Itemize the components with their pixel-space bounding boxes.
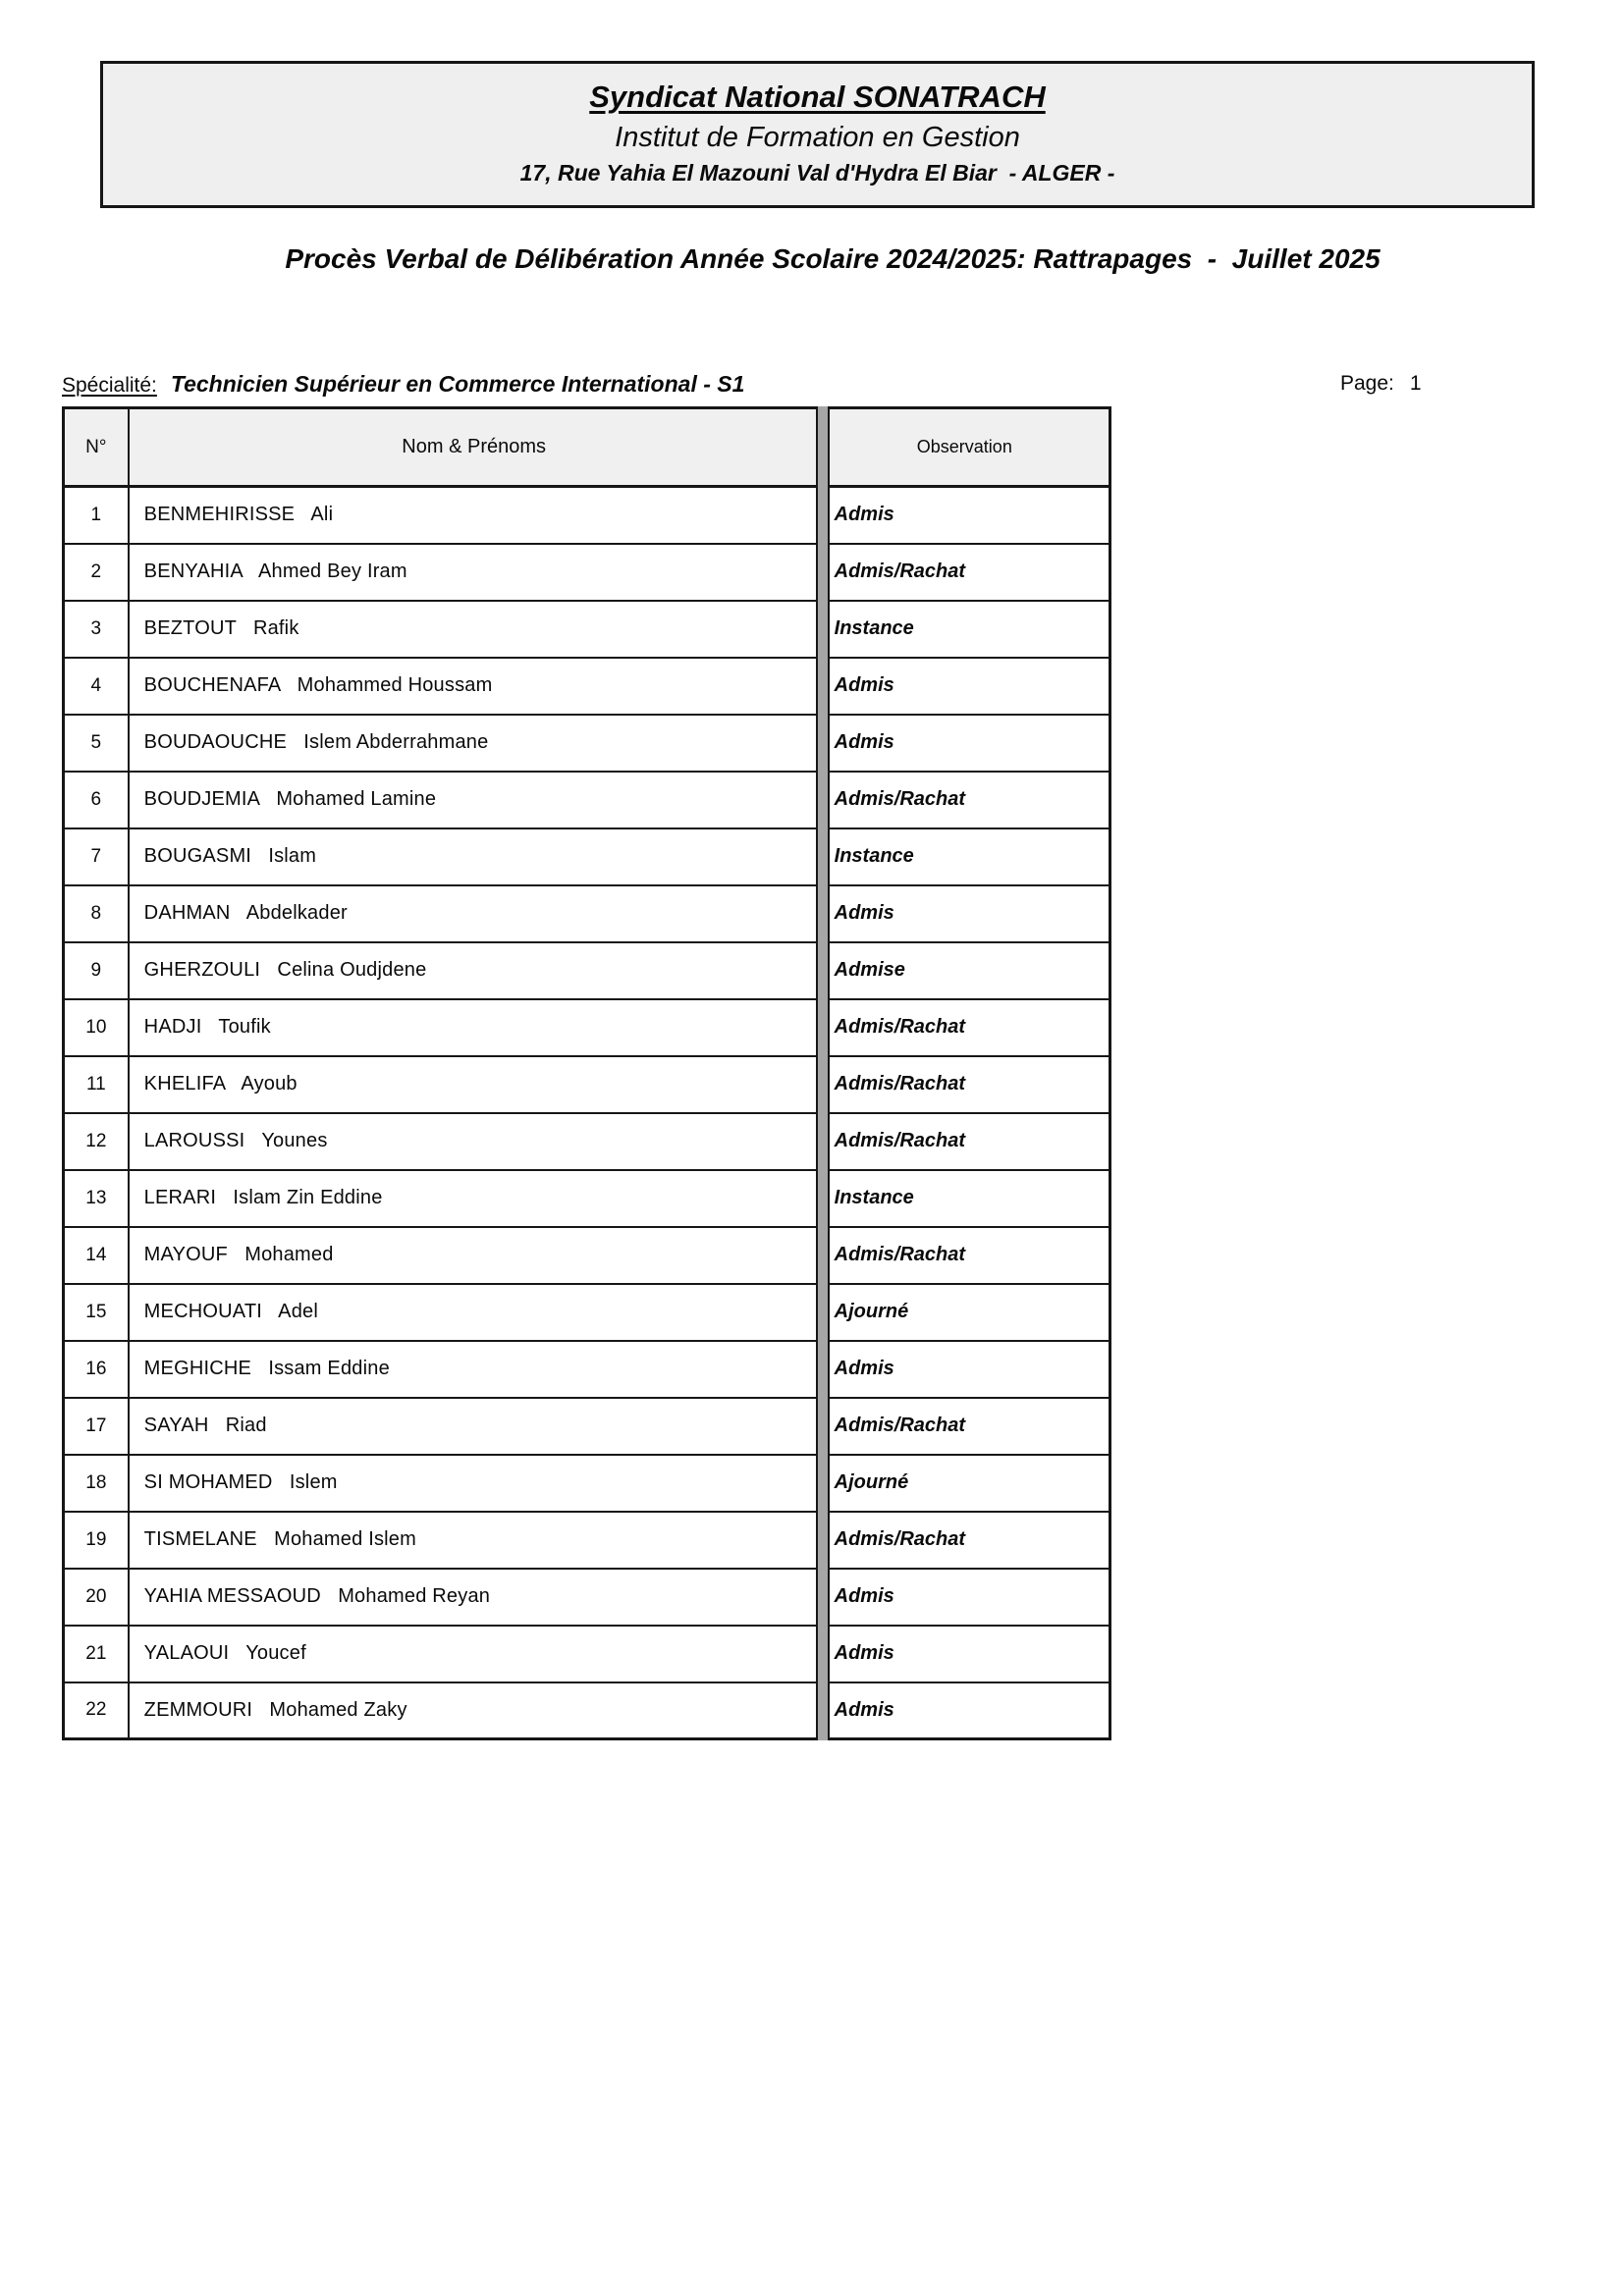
table-row — [64, 885, 1110, 942]
header-name: Nom & Prénoms — [129, 408, 820, 487]
observation-value: Admis/Rachat — [820, 772, 1110, 828]
table-row — [64, 1056, 1110, 1113]
student-name: LERARI Islam Zin Eddine — [129, 1170, 820, 1227]
observation-value: Admis/Rachat — [820, 1512, 1110, 1569]
observation-value: Admis — [820, 1682, 1110, 1739]
row-number: 13 — [64, 1170, 129, 1227]
row-number: 17 — [64, 1398, 129, 1455]
row-number: 22 — [64, 1682, 129, 1739]
org-name: Syndicat National SONATRACH — [589, 80, 1046, 114]
row-number: 21 — [64, 1626, 129, 1682]
observation-value: Admis — [820, 1569, 1110, 1626]
student-name: GHERZOULI Celina Oudjdene — [129, 942, 820, 999]
page-indicator — [1340, 372, 1422, 396]
observation-value: Ajourné — [820, 1284, 1110, 1341]
document-title: Procès Verbal de Délibération Année Scolaire 2024/2025: Rattrapages - Juillet 2025 — [285, 243, 1380, 274]
observation-value: Admise — [820, 942, 1110, 999]
table-row — [64, 1341, 1110, 1398]
student-name: ZEMMOURI Mohamed Zaky — [129, 1682, 820, 1739]
observation-value: Instance — [820, 1170, 1110, 1227]
student-name: SI MOHAMED Islem — [129, 1455, 820, 1512]
observation-value: Instance — [820, 601, 1110, 658]
row-number: 1 — [64, 487, 129, 544]
observation-value: Admis/Rachat — [820, 999, 1110, 1056]
student-name: BOUDJEMIA Mohamed Lamine — [129, 772, 820, 828]
row-number: 20 — [64, 1569, 129, 1626]
table-row — [64, 828, 1110, 885]
speciality-row — [62, 371, 1603, 400]
student-name: MEGHICHE Issam Eddine — [129, 1341, 820, 1398]
row-number: 15 — [64, 1284, 129, 1341]
student-name: DAHMAN Abdelkader — [129, 885, 820, 942]
observation-value: Admis/Rachat — [820, 544, 1110, 601]
row-number: 10 — [64, 999, 129, 1056]
row-number: 14 — [64, 1227, 129, 1284]
row-number: 4 — [64, 658, 129, 715]
observation-value: Admis — [820, 715, 1110, 772]
speciality-label: Spécialité: — [62, 374, 157, 397]
student-name: LAROUSSI Younes — [129, 1113, 820, 1170]
row-number: 12 — [64, 1113, 129, 1170]
table-body — [64, 487, 1110, 1739]
observation-value: Admis — [820, 1341, 1110, 1398]
table-head — [64, 408, 1110, 487]
student-name: BOUCHENAFA Mohammed Houssam — [129, 658, 820, 715]
student-name: BOUDAOUCHE Islem Abderrahmane — [129, 715, 820, 772]
table-row — [64, 999, 1110, 1056]
student-name: BENYAHIA Ahmed Bey Iram — [129, 544, 820, 601]
student-name: HADJI Toufik — [129, 999, 820, 1056]
results-table-wrap — [62, 406, 1111, 1740]
student-name: MAYOUF Mohamed — [129, 1227, 820, 1284]
observation-value: Admis — [820, 487, 1110, 544]
student-name: YALAOUI Youcef — [129, 1626, 820, 1682]
row-number: 11 — [64, 1056, 129, 1113]
table-header-row — [64, 408, 1110, 487]
table-row — [64, 715, 1110, 772]
table-row — [64, 1626, 1110, 1682]
table-row — [64, 772, 1110, 828]
page-label: Page: — [1340, 372, 1394, 395]
speciality-value: Technicien Supérieur en Commerce International - S1 — [170, 371, 745, 397]
table-row — [64, 1113, 1110, 1170]
student-name: BENMEHIRISSE Ali — [129, 487, 820, 544]
observation-value: Admis — [820, 658, 1110, 715]
row-number: 3 — [64, 601, 129, 658]
student-name: BEZTOUT Rafik — [129, 601, 820, 658]
student-name: BOUGASMI Islam — [129, 828, 820, 885]
header-num: N° — [64, 408, 129, 487]
table-row — [64, 1512, 1110, 1569]
table-row — [64, 658, 1110, 715]
observation-value: Admis — [820, 885, 1110, 942]
student-name: YAHIA MESSAOUD Mohamed Reyan — [129, 1569, 820, 1626]
observation-value: Admis/Rachat — [820, 1398, 1110, 1455]
row-number: 2 — [64, 544, 129, 601]
table-row — [64, 1569, 1110, 1626]
observation-value: Instance — [820, 828, 1110, 885]
row-number: 19 — [64, 1512, 129, 1569]
student-name: KHELIFA Ayoub — [129, 1056, 820, 1113]
column-separator — [816, 406, 830, 1740]
table-row — [64, 1455, 1110, 1512]
observation-value: Admis/Rachat — [820, 1056, 1110, 1113]
student-name: TISMELANE Mohamed Islem — [129, 1512, 820, 1569]
table-row — [64, 487, 1110, 544]
header-observation: Observation — [820, 408, 1110, 487]
page-number: 1 — [1409, 372, 1422, 395]
table-row — [64, 1682, 1110, 1739]
table-row — [64, 544, 1110, 601]
table-row — [64, 1170, 1110, 1227]
row-number: 7 — [64, 828, 129, 885]
student-name: MECHOUATI Adel — [129, 1284, 820, 1341]
observation-value: Ajourné — [820, 1455, 1110, 1512]
row-number: 18 — [64, 1455, 129, 1512]
row-number: 9 — [64, 942, 129, 999]
row-number: 8 — [64, 885, 129, 942]
observation-value: Admis/Rachat — [820, 1227, 1110, 1284]
org-institute: Institut de Formation en Gestion — [615, 122, 1020, 153]
org-address: 17, Rue Yahia El Mazouni Val d'Hydra El Biar - ALGER - — [519, 160, 1115, 186]
table-row — [64, 942, 1110, 999]
observation-value: Admis — [820, 1626, 1110, 1682]
table-row — [64, 1284, 1110, 1341]
table-row — [64, 1227, 1110, 1284]
row-number: 16 — [64, 1341, 129, 1398]
table-row — [64, 1398, 1110, 1455]
row-number: 5 — [64, 715, 129, 772]
row-number: 6 — [64, 772, 129, 828]
student-name: SAYAH Riad — [129, 1398, 820, 1455]
table-row — [64, 601, 1110, 658]
results-table — [62, 406, 1111, 1740]
org-header-box — [100, 61, 1535, 208]
observation-value: Admis/Rachat — [820, 1113, 1110, 1170]
